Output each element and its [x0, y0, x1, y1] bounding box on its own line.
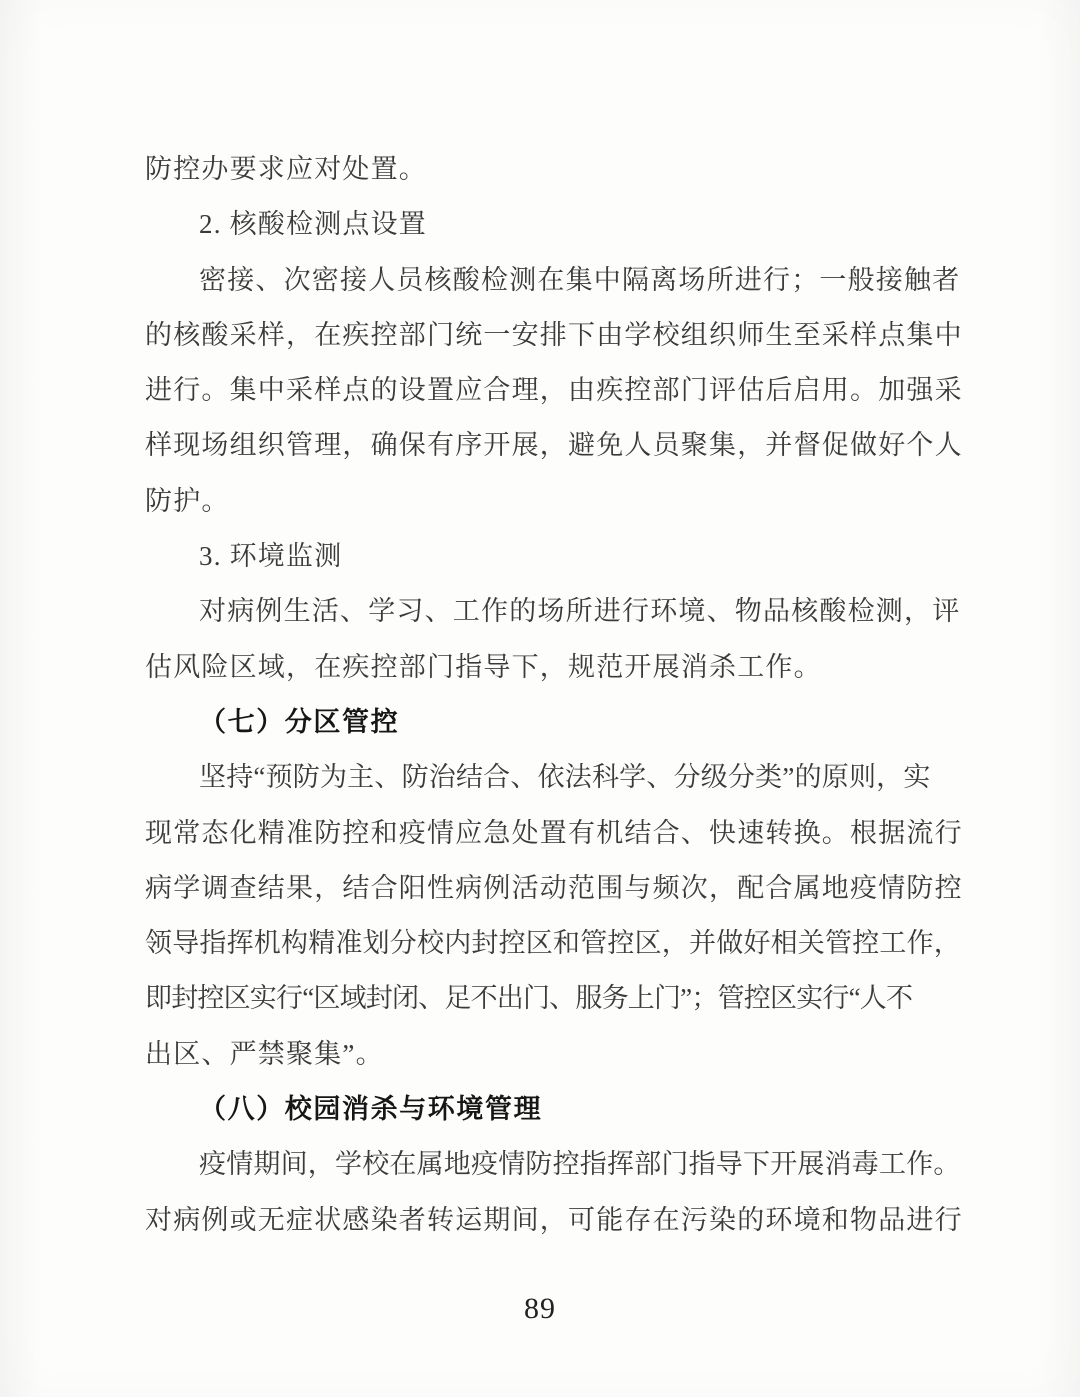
page-footer [0, 1292, 1080, 1326]
section-heading-7: （七）分区管控 [199, 706, 400, 737]
paragraph-line: 即封控区实行“区域封闭、足不出门、服务上门”；管控区实行“人不 [145, 983, 913, 1014]
paragraph-line: 的核酸采样，在疾控部门统一安排下由学校组织师生至采样点集中 [145, 319, 963, 350]
numbered-subheading: 2. 核酸检测点设置 [199, 209, 427, 240]
section-heading-8: （八）校园消杀与环境管理 [199, 1094, 543, 1125]
document-body [145, 142, 965, 1248]
page-number: 89 [524, 1292, 556, 1325]
paragraph-line: 防护。 [145, 485, 230, 516]
paragraph-line: 现常态化精准防控和疫情应急处置有机结合、快速转换。根据流行 [145, 817, 963, 848]
numbered-subheading: 3. 环境监测 [199, 541, 343, 572]
paragraph-line: 领导指挥机构精准划分校内封控区和管控区，并做好相关管控工作， [145, 928, 961, 959]
paragraph-line: 坚持“预防为主、防治结合、依法科学、分级分类”的原则，实 [199, 762, 931, 793]
paragraph-line: 病学调查结果，结合阳性病例活动范围与频次，配合属地疫情防控 [145, 872, 963, 903]
paragraph-line: 出区、严禁聚集”。 [145, 1038, 384, 1069]
paragraph-line: 样现场组织管理，确保有序开展，避免人员聚集，并督促做好个人 [145, 430, 963, 461]
paragraph-line: 防控办要求应对处置。 [145, 154, 427, 184]
paragraph-line: 对病例生活、学习、工作的场所进行环境、物品核酸检测，评 [199, 596, 961, 627]
paragraph-line: 疫情期间，学校在属地疫情防控指挥部门指导下开展消毒工作。 [199, 1149, 961, 1180]
paragraph-line: 对病例或无症状感染者转运期间，可能存在污染的环境和物品进行 [145, 1204, 963, 1235]
paragraph-line: 密接、次密接人员核酸检测在集中隔离场所进行；一般接触者 [199, 264, 961, 295]
paragraph-line: 进行。集中采样点的设置应合理，由疾控部门评估后启用。加强采 [145, 375, 963, 406]
paragraph-line: 估风险区域，在疾控部门指导下，规范开展消杀工作。 [145, 651, 822, 682]
